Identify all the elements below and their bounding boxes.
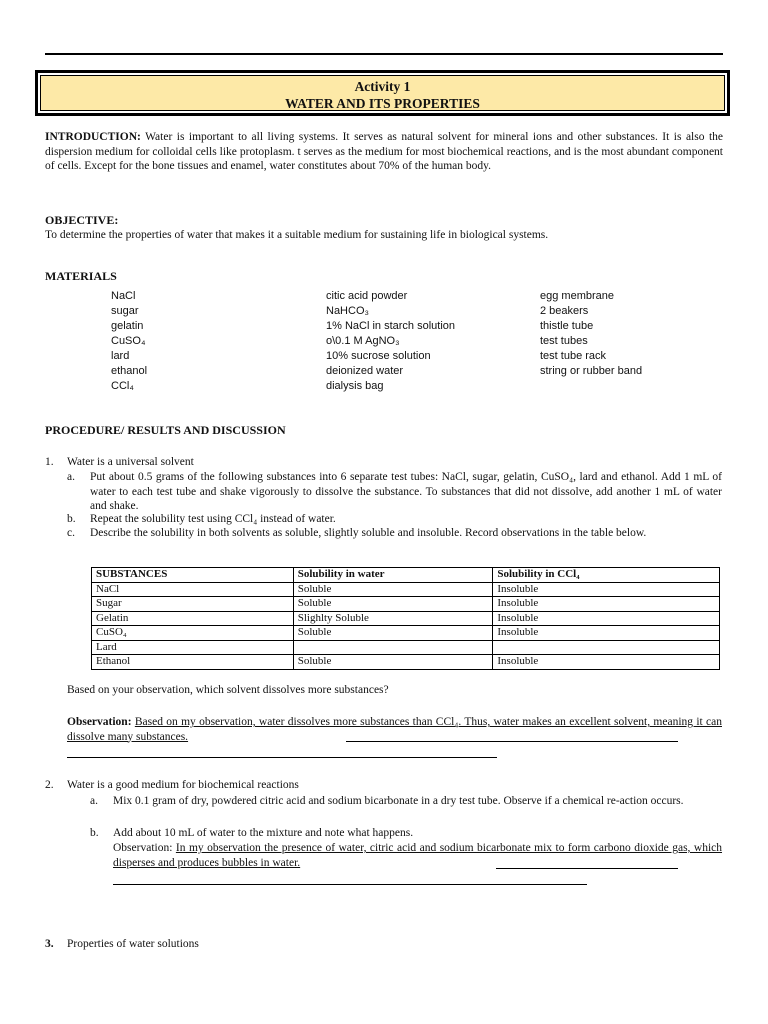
material-item: NaCl	[111, 290, 136, 302]
observation-2-text: In my observation the presence of water, citric acid and sodium bicarbonate mix to form carbono dioxide gas, which disperses and produces bubbles in water.	[113, 842, 723, 869]
table-row	[92, 626, 720, 641]
table-header: SUBSTANCES	[92, 568, 294, 583]
item-2b-marker: b.	[90, 827, 99, 839]
materials-col-1	[111, 289, 147, 394]
item-3-number: 3.	[45, 938, 54, 950]
material-item: string or rubber band	[540, 365, 643, 377]
material-item: 1% NaCl in starch solution	[326, 320, 456, 332]
observation-2	[113, 841, 722, 870]
procedure-heading: PROCEDURE/ RESULTS AND DISCUSSION	[45, 423, 286, 437]
table-header: Solubility in CCl₄	[493, 568, 720, 583]
table-cell	[293, 640, 493, 655]
table-row	[92, 655, 720, 670]
table-cell: Slighlty Soluble	[293, 611, 493, 626]
item-2a-text: Mix 0.1 gram of dry, powdered citric acid and sodium bicarbonate in a dry test tube. Observe if a chemical re-action occurs.	[113, 795, 684, 807]
introduction-label: INTRODUCTION:	[45, 131, 141, 143]
answer-line	[67, 757, 497, 758]
table-cell: Sugar	[92, 597, 294, 612]
answer-line	[496, 868, 678, 869]
material-item: 2 beakers	[540, 305, 589, 317]
material-item: lard	[111, 350, 130, 362]
table-cell: Ethanol	[92, 655, 294, 670]
table-cell: Insoluble	[493, 582, 720, 597]
material-item: test tubes	[540, 335, 588, 347]
item-2-title: Water is a good medium for biochemical reactions	[67, 779, 299, 791]
item-1c-marker: c.	[67, 527, 75, 539]
table-row	[92, 611, 720, 626]
materials-col-3	[540, 289, 642, 379]
introduction-text: Water is important to all living systems. It serves as natural solvent for mineral ions and other substances. It is also the dispersion medium for colloidal cells like protoplasm. t serves as the medium for most biochemical reactions, and is the most abundant component of cells. Except for the bone tissues and enamel, water constitutes about 70% of the human body.	[45, 131, 723, 172]
item-1-number: 1.	[45, 456, 54, 468]
item-1b-text: Repeat the solubility test using CCl₄ instead of water.	[90, 513, 336, 525]
table-cell: Soluble	[293, 655, 493, 670]
table-cell: Insoluble	[493, 597, 720, 612]
observation-1	[67, 715, 722, 744]
item-1-title: Water is a universal solvent	[67, 456, 194, 468]
item-1a-text: Put about 0.5 grams of the following substances into 6 separate test tubes: NaCl, sugar, gelatin, CuSO₄, lard and ethanol. Add 1 mL of water to each test tube and shake vigorously to dissolve the substance. To substances that did not dissolve, add another 1 mL of water and shake.	[90, 471, 722, 512]
activity-number: Activity 1	[354, 79, 411, 94]
table-cell: NaCl	[92, 582, 294, 597]
material-item: citic acid powder	[326, 290, 408, 302]
materials-heading: MATERIALS	[45, 269, 117, 283]
table-cell: Insoluble	[493, 655, 720, 670]
material-item: test tube rack	[540, 350, 607, 362]
table-cell: CuSO₄	[92, 626, 294, 641]
table-cell: Soluble	[293, 626, 493, 641]
title-banner	[40, 75, 725, 111]
item-2a-marker: a.	[90, 795, 98, 807]
table-row	[92, 582, 720, 597]
material-item: ethanol	[111, 365, 148, 377]
material-item: 10% sucrose solution	[326, 350, 431, 362]
question-text: Based on your observation, which solvent dissolves more substances?	[67, 684, 389, 696]
materials-col-2	[326, 289, 455, 394]
material-item: thistle tube	[540, 320, 594, 332]
observation-1-text: Based on my observation, water dissolves more substances than CCl₄. Thus, water makes an excellent solvent, meaning it can dissolve many substances.	[67, 716, 722, 743]
table-cell: Insoluble	[493, 611, 720, 626]
table-cell: Insoluble	[493, 626, 720, 641]
table-cell	[493, 640, 720, 655]
material-item: gelatin	[111, 320, 144, 332]
objective-heading: OBJECTIVE:	[45, 213, 119, 227]
table-cell: Gelatin	[92, 611, 294, 626]
item-2b-text: Add about 10 mL of water to the mixture and note what happens.	[113, 827, 414, 839]
table-row	[92, 597, 720, 612]
material-item: CuSO₄	[111, 335, 146, 347]
introduction-paragraph	[45, 130, 723, 174]
table-header: Solubility in water	[293, 568, 493, 583]
title-box	[35, 70, 730, 116]
answer-line	[346, 741, 678, 742]
table-header-row	[92, 568, 720, 583]
item-1a-marker: a.	[67, 471, 75, 483]
item-3-title: Properties of water solutions	[67, 938, 199, 950]
material-item: dialysis bag	[326, 380, 384, 392]
material-item: CCl₄	[111, 380, 134, 392]
observation-1-label: Observation:	[67, 716, 132, 728]
answer-line	[113, 884, 587, 885]
objective-text: To determine the properties of water that makes it a suitable medium for sustaining life in biological systems.	[45, 229, 549, 241]
table-cell: Soluble	[293, 582, 493, 597]
material-item: NaHCO₃	[326, 305, 369, 317]
solubility-table	[91, 567, 720, 670]
material-item: deionized water	[326, 365, 404, 377]
observation-2-label: Observation:	[113, 842, 173, 854]
table-row	[92, 640, 720, 655]
item-1b-marker: b.	[67, 513, 76, 525]
material-item: egg membrane	[540, 290, 614, 302]
material-item: o\0.1 M AgNO₃	[326, 335, 400, 347]
top-rule	[45, 53, 723, 55]
table-cell: Soluble	[293, 597, 493, 612]
activity-title: WATER AND ITS PROPERTIES	[285, 96, 480, 111]
material-item: sugar	[111, 305, 139, 317]
item-2-number: 2.	[45, 779, 54, 791]
table-cell: Lard	[92, 640, 294, 655]
item-1c-text: Describe the solubility in both solvents as soluble, slightly soluble and insoluble. Record observations in the table below.	[90, 527, 647, 539]
